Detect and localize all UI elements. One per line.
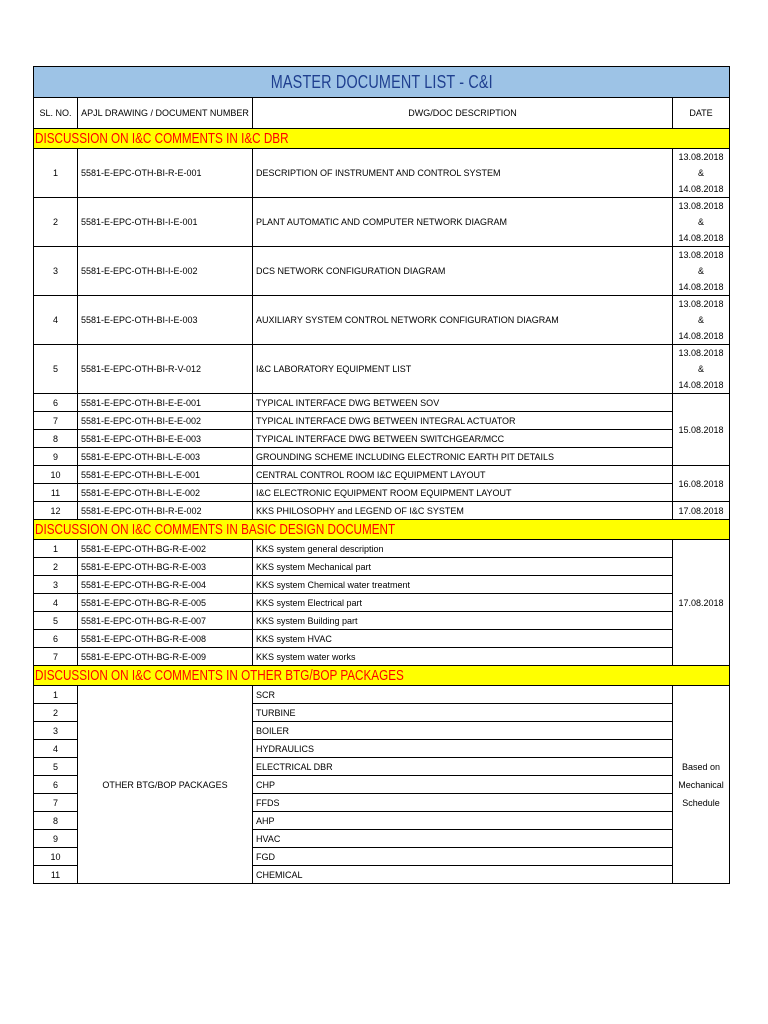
doc-date-merged: 17.08.2018 <box>673 540 730 666</box>
table-row <box>34 612 730 630</box>
sl-no: 2 <box>34 704 78 722</box>
document-sheet <box>33 66 729 884</box>
section-title: DISCUSSION ON I&C COMMENTS IN OTHER BTG/BOP PACKAGES <box>34 666 730 686</box>
doc-description: FFDS <box>253 794 673 812</box>
doc-description: KKS PHILOSOPHY and LEGEND OF I&C SYSTEM <box>253 502 673 520</box>
sl-no: 3 <box>34 247 78 296</box>
doc-description: HYDRAULICS <box>253 740 673 758</box>
sl-no: 1 <box>34 540 78 558</box>
sl-no: 5 <box>34 345 78 394</box>
header-row <box>34 98 730 129</box>
doc-number: 5581-E-EPC-OTH-BG-R-E-004 <box>78 576 253 594</box>
doc-description: KKS system general description <box>253 540 673 558</box>
sl-no: 3 <box>34 722 78 740</box>
doc-description: SCR <box>253 686 673 704</box>
table-row <box>34 412 730 430</box>
sl-no: 3 <box>34 576 78 594</box>
section-header-btg-bop <box>34 666 730 686</box>
table-row <box>34 686 730 704</box>
doc-date-merged: 16.08.2018 <box>673 466 730 502</box>
doc-description: DCS NETWORK CONFIGURATION DIAGRAM <box>253 247 673 296</box>
sl-no: 7 <box>34 794 78 812</box>
table-row <box>34 594 730 612</box>
doc-number: 5581-E-EPC-OTH-BG-R-E-005 <box>78 594 253 612</box>
sl-no: 10 <box>34 466 78 484</box>
doc-number: 5581-E-EPC-OTH-BG-R-E-003 <box>78 558 253 576</box>
sl-no: 7 <box>34 648 78 666</box>
sl-no: 4 <box>34 740 78 758</box>
doc-number: 5581-E-EPC-OTH-BI-E-E-001 <box>78 394 253 412</box>
sl-no: 1 <box>34 149 78 198</box>
header-doc-number: APJL DRAWING / DOCUMENT NUMBER <box>78 98 253 129</box>
doc-description: CHP <box>253 776 673 794</box>
doc-description: FGD <box>253 848 673 866</box>
doc-number: 5581-E-EPC-OTH-BI-R-E-001 <box>78 149 253 198</box>
doc-number: 5581-E-EPC-OTH-BI-E-E-003 <box>78 430 253 448</box>
doc-number: 5581-E-EPC-OTH-BI-L-E-002 <box>78 484 253 502</box>
doc-description: ELECTRICAL DBR <box>253 758 673 776</box>
table-row <box>34 466 730 484</box>
table-row <box>34 502 730 520</box>
table-row <box>34 576 730 594</box>
sl-no: 6 <box>34 630 78 648</box>
section-title: DISCUSSION ON I&C COMMENTS IN BASIC DESIGN DOCUMENT <box>34 520 730 540</box>
doc-description: GROUNDING SCHEME INCLUDING ELECTRONIC EARTH PIT DETAILS <box>253 448 673 466</box>
sl-no: 1 <box>34 686 78 704</box>
table-row <box>34 149 730 198</box>
table-row <box>34 430 730 448</box>
sl-no: 5 <box>34 612 78 630</box>
doc-description: CENTRAL CONTROL ROOM I&C EQUIPMENT LAYOUT <box>253 466 673 484</box>
doc-description: KKS system Electrical part <box>253 594 673 612</box>
table-row <box>34 630 730 648</box>
doc-date: 13.08.2018 & 14.08.2018 <box>673 247 730 296</box>
doc-description: KKS system Building part <box>253 612 673 630</box>
doc-number: 5581-E-EPC-OTH-BI-E-E-002 <box>78 412 253 430</box>
table-row <box>34 394 730 412</box>
doc-number: 5581-E-EPC-OTH-BG-R-E-009 <box>78 648 253 666</box>
doc-date: 17.08.2018 <box>673 502 730 520</box>
doc-number: 5581-E-EPC-OTH-BI-L-E-003 <box>78 448 253 466</box>
doc-number: 5581-E-EPC-OTH-BI-L-E-001 <box>78 466 253 484</box>
header-description: DWG/DOC DESCRIPTION <box>253 98 673 129</box>
sl-no: 4 <box>34 594 78 612</box>
doc-description: KKS system Mechanical part <box>253 558 673 576</box>
sl-no: 10 <box>34 848 78 866</box>
table-row <box>34 484 730 502</box>
header-sl-no: SL. NO. <box>34 98 78 129</box>
sl-no: 2 <box>34 198 78 247</box>
doc-description: TYPICAL INTERFACE DWG BETWEEN INTEGRAL ACTUATOR <box>253 412 673 430</box>
doc-description: TYPICAL INTERFACE DWG BETWEEN SWITCHGEAR/MCC <box>253 430 673 448</box>
table-row <box>34 540 730 558</box>
sl-no: 4 <box>34 296 78 345</box>
doc-number-merged: OTHER BTG/BOP PACKAGES <box>78 686 253 884</box>
doc-description: AUXILIARY SYSTEM CONTROL NETWORK CONFIGURATION DIAGRAM <box>253 296 673 345</box>
doc-number: 5581-E-EPC-OTH-BI-I-E-001 <box>78 198 253 247</box>
doc-description: CHEMICAL <box>253 866 673 884</box>
doc-description: PLANT AUTOMATIC AND COMPUTER NETWORK DIAGRAM <box>253 198 673 247</box>
doc-number: 5581-E-EPC-OTH-BG-R-E-002 <box>78 540 253 558</box>
master-document-table <box>33 66 730 884</box>
sl-no: 11 <box>34 866 78 884</box>
sl-no: 6 <box>34 394 78 412</box>
sl-no: 2 <box>34 558 78 576</box>
doc-description: BOILER <box>253 722 673 740</box>
doc-description: I&C ELECTRONIC EQUIPMENT ROOM EQUIPMENT LAYOUT <box>253 484 673 502</box>
sl-no: 9 <box>34 448 78 466</box>
doc-description: I&C LABORATORY EQUIPMENT LIST <box>253 345 673 394</box>
doc-description: TURBINE <box>253 704 673 722</box>
doc-description: TYPICAL INTERFACE DWG BETWEEN SOV <box>253 394 673 412</box>
table-row <box>34 296 730 345</box>
doc-description: KKS system HVAC <box>253 630 673 648</box>
section-header-dbr <box>34 129 730 149</box>
section-title: DISCUSSION ON I&C COMMENTS IN I&C DBR <box>34 129 730 149</box>
table-row <box>34 558 730 576</box>
doc-date-merged: 15.08.2018 <box>673 394 730 466</box>
sl-no: 11 <box>34 484 78 502</box>
table-row <box>34 198 730 247</box>
doc-description: KKS system water works <box>253 648 673 666</box>
doc-date-merged: Based on Mechanical Schedule <box>673 686 730 884</box>
sl-no: 7 <box>34 412 78 430</box>
sl-no: 8 <box>34 430 78 448</box>
doc-number: 5581-E-EPC-OTH-BI-R-E-002 <box>78 502 253 520</box>
doc-description: AHP <box>253 812 673 830</box>
doc-date: 13.08.2018 & 14.08.2018 <box>673 198 730 247</box>
doc-description: KKS system Chemical water treatment <box>253 576 673 594</box>
page-title: MASTER DOCUMENT LIST - C&I <box>34 67 730 98</box>
doc-number: 5581-E-EPC-OTH-BG-R-E-007 <box>78 612 253 630</box>
sl-no: 12 <box>34 502 78 520</box>
sl-no: 9 <box>34 830 78 848</box>
doc-description: DESCRIPTION OF INSTRUMENT AND CONTROL SYSTEM <box>253 149 673 198</box>
doc-date: 13.08.2018 & 14.08.2018 <box>673 345 730 394</box>
doc-number: 5581-E-EPC-OTH-BG-R-E-008 <box>78 630 253 648</box>
doc-date: 13.08.2018 & 14.08.2018 <box>673 296 730 345</box>
doc-date: 13.08.2018 & 14.08.2018 <box>673 149 730 198</box>
doc-description: HVAC <box>253 830 673 848</box>
doc-number: 5581-E-EPC-OTH-BI-I-E-003 <box>78 296 253 345</box>
table-row <box>34 648 730 666</box>
doc-number: 5581-E-EPC-OTH-BI-I-E-002 <box>78 247 253 296</box>
title-row <box>34 67 730 98</box>
table-row <box>34 247 730 296</box>
sl-no: 6 <box>34 776 78 794</box>
doc-number: 5581-E-EPC-OTH-BI-R-V-012 <box>78 345 253 394</box>
table-row <box>34 345 730 394</box>
section-header-basic-design <box>34 520 730 540</box>
header-date: DATE <box>673 98 730 129</box>
table-row <box>34 448 730 466</box>
sl-no: 5 <box>34 758 78 776</box>
sl-no: 8 <box>34 812 78 830</box>
